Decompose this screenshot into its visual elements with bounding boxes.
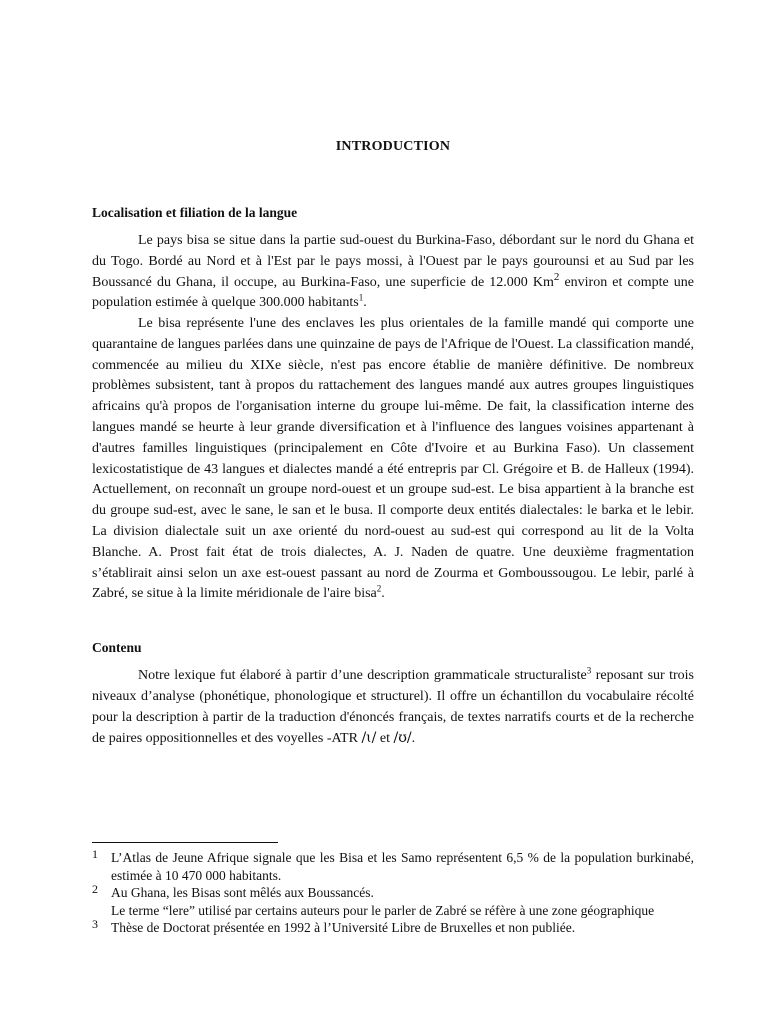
paragraph-text: environ et compte une population estimée à quelque 300.000 habitants [92, 274, 694, 311]
paragraph-text: . [411, 731, 416, 747]
footnote-2 [92, 884, 694, 919]
ipa-vowel: /ʊ/ [393, 730, 412, 747]
footnote-text: Thèse de Doctorat présentée en 1992 à l’Université Libre de Bruxelles et non publiée. [111, 920, 576, 936]
footnote-text: Le terme “lere” utilisé par certains auteurs pour le parler de Zabré se réfère à une zone géographique [111, 902, 655, 918]
footnotes [92, 849, 694, 937]
footnote-number: 3 [92, 917, 98, 932]
paragraph-text: . [363, 295, 367, 311]
paragraph-text: Le bisa représente l'une des enclaves les plus orientales de la famille mandé qui comporte une quarantaine de langues parlées dans une quinzaine de pays de l'Afrique de l'Ouest. La classification mandé, commencée au milieu du XIXe siècle, n'est pas encore établie de manière définitive. De nombreux problèmes subsistent, tant à propos du rattachement des langues mandé aux autres groupes linguistiques africains qu'à propos de l'organisation interne du groupe lui-même. De fait, la classification interne des langues mandé se heurte à leur grande diversification et à l'influence des langues voisines appartenant à d'autres familles linguistiques (principalement en Côte d'Ivoire et au Burkina Faso). Un classement lexicostatistique de 43 langues et dialectes mandé a été entrepris par Cl. Grégoire et B. de Halleux (1994). Actuellement, on reconnaît un groupe nord-ouest et un groupe sud-est. Le bisa appartient à la branche est du groupe sud-est, avec le sane, le san et le busa. Il comporte deux entités dialectales: le barka et le lebir. La division dialectale suit un axe orienté du nord-ouest au sud-est qui correspond au lit de la Volta Blanche. A. Prost fait état de trois dialectes, A. J. Naden de quatre. Une deuxième fragmentation s’établirait ainsi selon un axe est-ouest passant au nord de Zourma et Gomboussougou. Le lebir, parlé à Zabré, se situe à la limite méridionale de l'aire bisa [92, 316, 694, 602]
footnote-separator [92, 842, 278, 843]
section-heading-localisation: Localisation et filiation de la langue [92, 205, 298, 220]
paragraph-text: Notre lexique fut élaboré à partir d’une description grammaticale structuraliste [138, 668, 587, 683]
footnote-text: Au Ghana, les Bisas sont mêlés aux Boussancés. [111, 885, 374, 901]
paragraph-filiation [92, 314, 694, 605]
section-heading-contenu: Contenu [92, 640, 142, 655]
footnote-ref[interactable]: 2 [376, 583, 382, 594]
footnote-3 [92, 919, 694, 937]
ipa-vowel: /ɩ/ [361, 730, 377, 747]
paragraph-contenu [92, 666, 694, 750]
footnote-text: L’Atlas de Jeune Afrique signale que les Bisa et les Samo représentent 6,5 % de la population burkinabé, estimée à 10 470 000 habitants. [111, 850, 694, 883]
paragraph-text: . [381, 586, 385, 602]
footnote-number: 2 [92, 882, 98, 897]
paragraph-text: Le pays bisa se situe dans la partie sud-ouest du Burkina-Faso, débordant sur le nord du Ghana et du Togo. Bordé au Nord et à l'Est par le pays mossi, à l'Ouest par le pays gourounsi et au Sud par les Boussancé du Ghana, il occupe, au Burkina-Faso, une superficie de 12.000 Km [92, 233, 694, 290]
page-title: INTRODUCTION [335, 139, 451, 154]
footnote-1 [92, 849, 694, 884]
footnote-ref[interactable]: 1 [358, 292, 364, 303]
footnote-number: 1 [92, 847, 98, 861]
area-superscript: 2 [553, 270, 560, 283]
paragraph-text: et [376, 731, 394, 747]
paragraph-localisation [92, 231, 694, 314]
paragraph-text: reposant sur trois niveaux d’analyse (phonétique, phonologique et structurel). Il offre un échantillon du vocabulaire récolté pour la description à partir de la traduction d'énoncés français, de textes narratifs courts et de la recherche de paires oppositionnelles et des voyelles -ATR [92, 668, 694, 747]
footnote-ref[interactable]: 3 [586, 665, 592, 676]
